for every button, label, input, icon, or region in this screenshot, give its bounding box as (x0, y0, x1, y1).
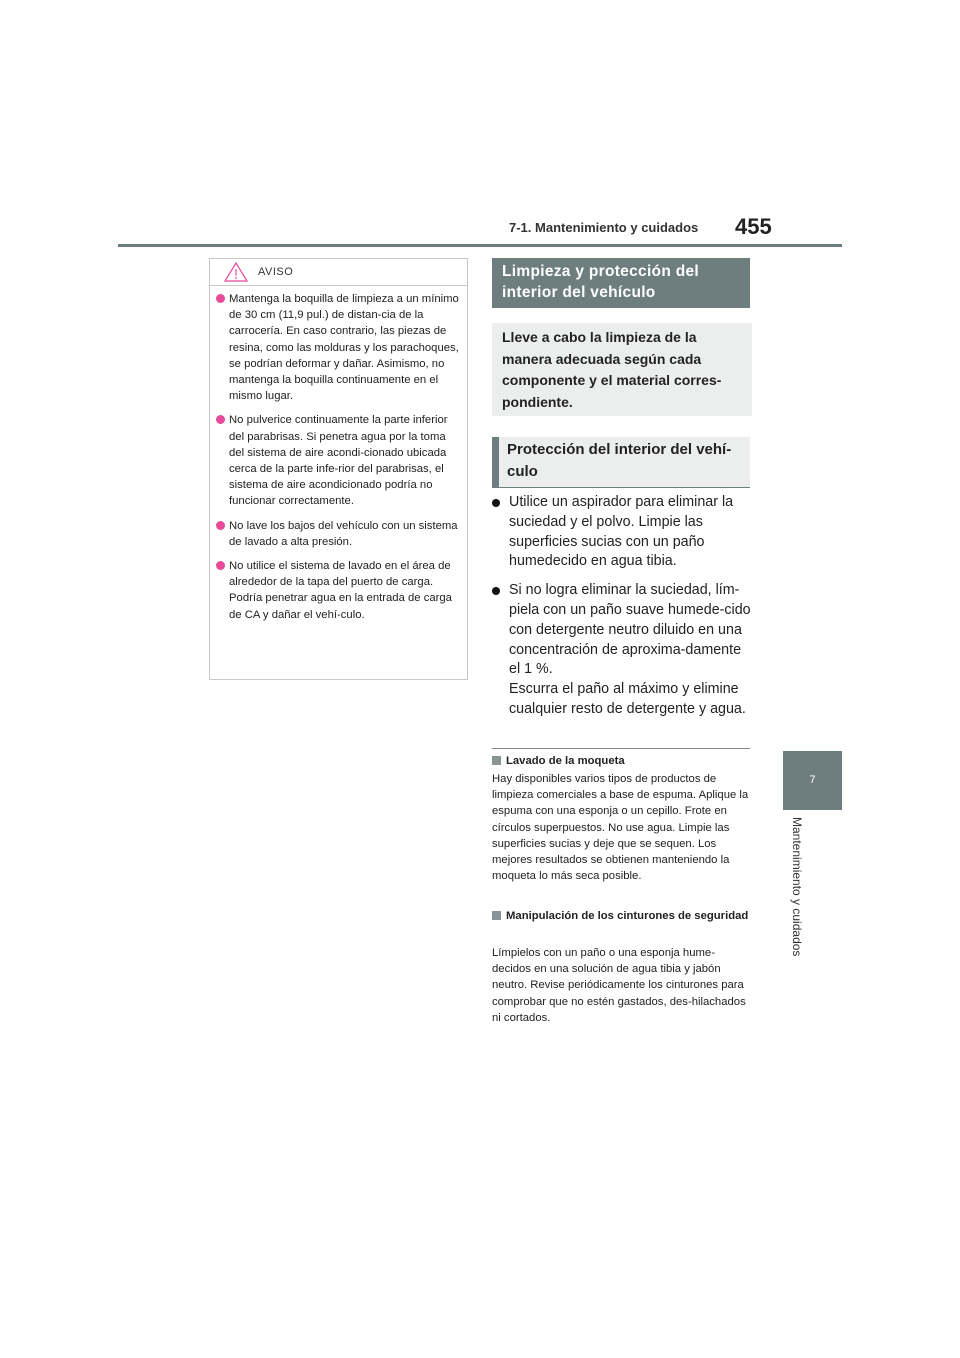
section-heading: Limpieza y protección del interior del vehículo (492, 258, 750, 308)
warning-header (210, 259, 467, 286)
bullet-list (492, 493, 754, 729)
section-intro: Lleve a cabo la limpieza de la manera adecuada según cada componente y el material corres-pondiente. (492, 323, 752, 416)
list-item: Utilice un aspirador para eliminar la suciedad y el polvo. Limpie las superficies sucias con un paño humedecido en agua tibia. (492, 493, 754, 572)
bullet-dot-icon (216, 294, 225, 303)
warning-box (209, 258, 468, 680)
divider (492, 748, 750, 749)
warning-title: AVISO (258, 266, 294, 278)
warning-item: No utilice el sistema de lavado en el área de alrededor de la tapa del puerto de carga. Podría penetrar agua en la entrada de carga de CA y dañar el vehí-culo. (210, 558, 467, 623)
warning-list (210, 291, 467, 631)
note-body: Hay disponibles varios tipos de productos de limpieza comerciales a base de espuma. Aplique la espuma con una esponja o un cepillo. Frote en círculos superpuestos. No use agua. Limpie las superficies sucias y deje que se sequen. Los mejores resultados se obtienen manteniendo la moqueta lo más seca posible. (492, 773, 749, 883)
bullet-dot-icon (216, 521, 225, 530)
page-number: 455 (735, 214, 772, 239)
bullet-dot-icon (492, 499, 500, 507)
bullet-dot-icon (216, 561, 225, 570)
square-bullet-icon (492, 911, 501, 920)
chapter-label (790, 815, 822, 1015)
warning-item: Mantenga la boquilla de limpieza a un mínimo de 30 cm (11,9 pul.) de distan-cia de la carrocería. En caso contrario, las piezas de resina, como las molduras y los parachoques, se podrían deformar y dañar. Asimismo, no mantenga la boquilla continuamente en el mismo lugar. (210, 291, 467, 404)
note-heading: Lavado de la moqueta (492, 754, 764, 769)
warning-item: No lave los bajos del vehículo con un sistema de lavado a alta presión. (210, 518, 467, 550)
square-bullet-icon (492, 756, 501, 765)
header-rule (118, 244, 842, 247)
subsection-heading: Protección del interior del vehí-culo (492, 437, 750, 488)
bullet-dot-icon (216, 415, 225, 424)
note-heading: Manipulación de los cinturones de seguridad (492, 909, 750, 924)
list-item-continuation: Escurra el paño al máximo y elimine cualquier resto de detergente y agua. (509, 681, 746, 717)
section-title: 7-1. Mantenimiento y cuidados (509, 220, 699, 235)
bullet-dot-icon (492, 587, 500, 595)
warning-item: No pulverice continuamente la parte inferior del parabrisas. Si penetra agua por la toma del sistema de aire acondi-cionado ubicada cerca de la parte infe-rior del parabrisas, el sistema de aire acondicionado podría no funcionar correctamente. (210, 412, 467, 509)
list-item: Si no logra eliminar la suciedad, lím-piela con un paño suave humede-cido con detergente neutro diluido en una concentración de aproxima-damente el 1 %. Escurra el paño al máximo y elimine cualquier resto de detergente y agua. (492, 581, 754, 720)
chapter-label-text: Mantenimiento y cuidados (790, 817, 804, 957)
note-body: Límpielos con un paño o una esponja hume-decidos en una solución de agua tibia y jabón neutro. Revise periódicamente los cinturones para comprobar que no estén gastados, des-hilachados ni cortados. (492, 947, 746, 1024)
warning-triangle-icon (224, 262, 248, 282)
chapter-tab[interactable]: 7 (783, 751, 842, 810)
